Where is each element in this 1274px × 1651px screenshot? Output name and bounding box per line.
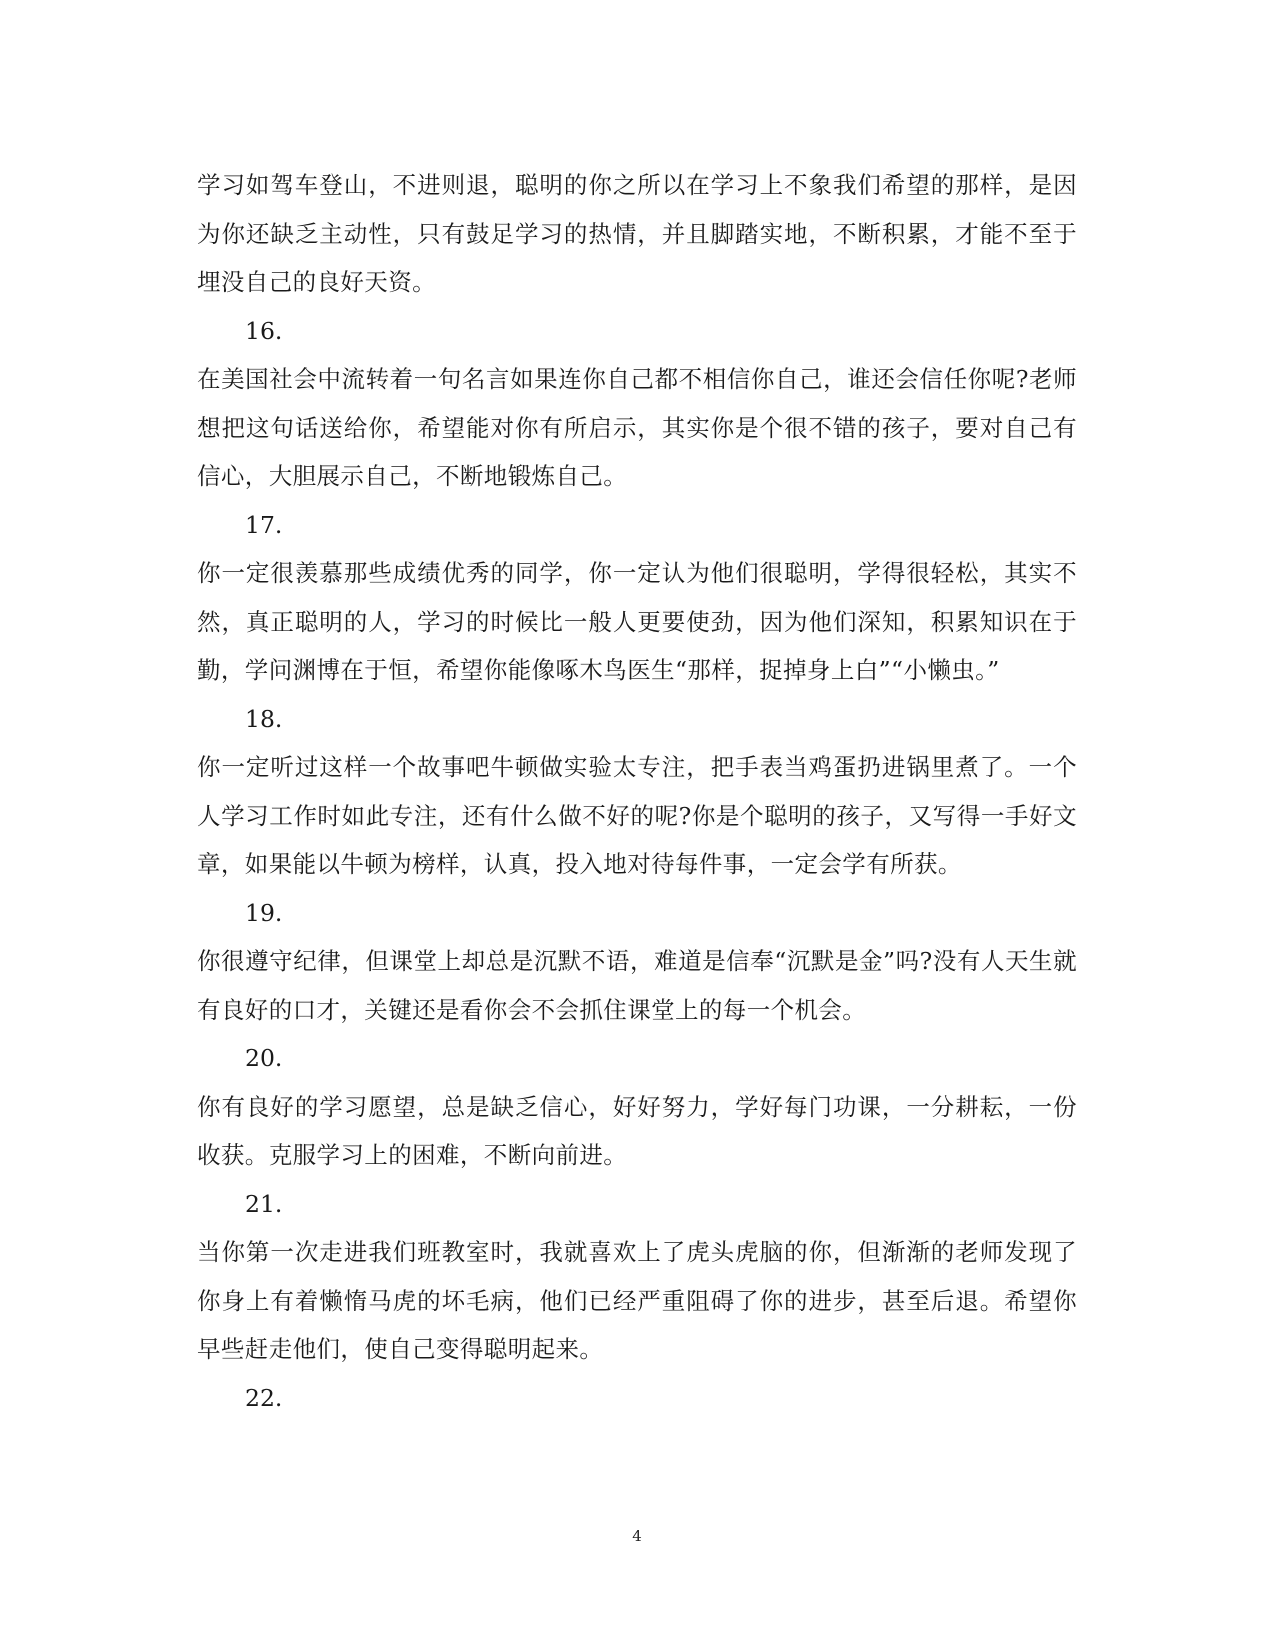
paragraph: 你一定很羡慕那些成绩优秀的同学，你一定认为他们很聪明，学得很轻松，其实不然，真正聪明的人，学习的时候比一般人更要使劲，因为他们深知，积累知识在于勤，学问渊博在于恒，希望你能像啄木鸟医生“那样，捉掉身上白”“小懒虫。” <box>197 559 1077 684</box>
paragraph: 你一定听过这样一个故事吧牛顿做实验太专注，把手表当鸡蛋扔进锅里煮了。一个人学习工作时如此专注，还有什么做不好的呢?你是个聪明的孩子，又写得一手好文章，如果能以牛顿为榜样，认真，投入地对待每件事，一定会学有所获。 <box>197 753 1077 878</box>
item-number: 17. <box>245 510 283 539</box>
paragraph: 学习如驾车登山，不进则退，聪明的你之所以在学习上不象我们希望的那样，是因为你还缺乏主动性，只有鼓足学习的热情，并且脚踏实地，不断积累，才能不至于埋没自己的良好天资。 <box>197 171 1077 296</box>
paragraph: 当你第一次走进我们班教室时，我就喜欢上了虎头虎脑的你，但渐渐的老师发现了你身上有着懒惰马虎的坏毛病，他们已经严重阻碍了你的进步，甚至后退。希望你早些赶走他们，使自己变得聪明起来。 <box>197 1238 1077 1363</box>
item-number: 18. <box>245 704 283 733</box>
item-number: 16. <box>245 316 283 345</box>
paragraph: 你很遵守纪律，但课堂上却总是沉默不语，难道是信奉“沉默是金”吗?没有人天生就有良好的口才，关键还是看你会不会抓住课堂上的每一个机会。 <box>197 947 1077 1024</box>
item-number: 19. <box>245 898 283 927</box>
paragraph: 你有良好的学习愿望，总是缺乏信心，好好努力，学好每门功课，一分耕耘，一份收获。克服学习上的困难，不断向前进。 <box>197 1092 1077 1169</box>
document-body <box>197 161 1077 1422</box>
item-number: 20. <box>245 1044 283 1072</box>
item-number: 22. <box>245 1383 283 1412</box>
paragraph: 在美国社会中流转着一句名言如果连你自己都不相信你自己，谁还会信任你呢?老师想把这句话送给你，希望能对你有所启示，其实你是个很不错的孩子，要对自己有信心，大胆展示自己，不断地锻炼自己。 <box>197 365 1077 490</box>
item-number: 21. <box>245 1189 283 1218</box>
page-number: 4 <box>632 1527 642 1545</box>
